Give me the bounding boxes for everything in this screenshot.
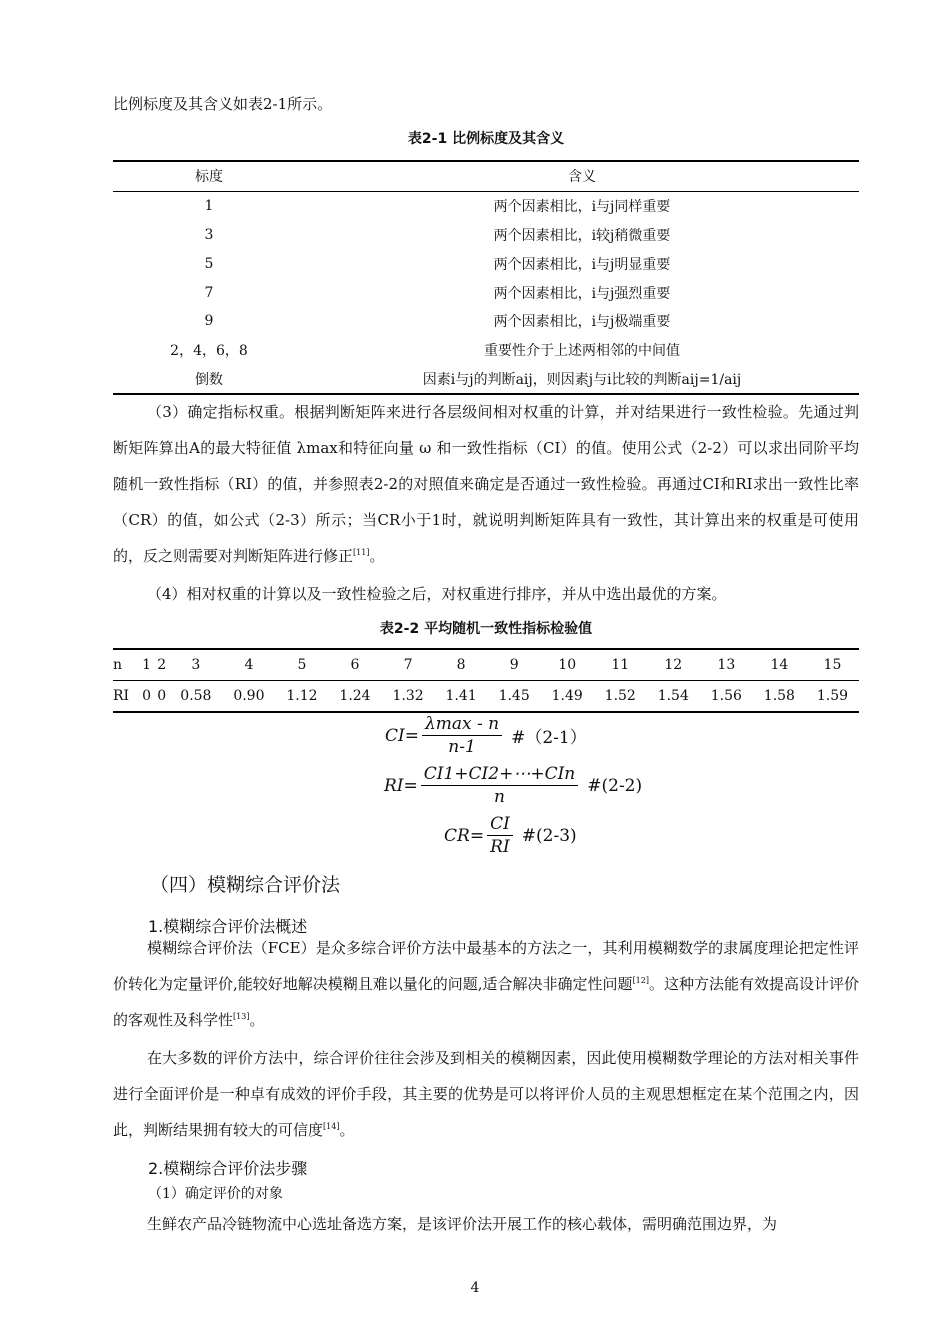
section-title: （四）模糊综合评价法 [150, 874, 341, 896]
formula-cr-numerator: CI [487, 814, 513, 836]
n-cell: 15 [823, 657, 842, 673]
formula-ri: RI = $\frac{\text{CI1+CI2+⋯+CIn}}{n}$ #(2-2) [384, 764, 643, 807]
ri-cell: 1.45 [498, 688, 530, 704]
scale-cell: 1 [204, 198, 214, 215]
step3-text: （3）确定指标权重。根据判断矩阵来进行各层级间相对权重的计算，并对结果进行一致性检验。先通过判断矩阵算出A的最大特征值 λmax和特征向量 ω 和一致性指标（CI）的值。使用公式（2-2）可以求出同阶平均随机一致性指标（RI）的值，并参照表2-2的对照值来确定是否通过一致性检验。再通过CI和RI求出一致性比率（CR）的值，如公式（2-3）所示；当CR小于1时，就说明判断矩阵具有一致性，其计算出来的权重是可使用的，反之则需要对判断矩阵进行修正 [113, 403, 859, 565]
ri-cell: 1.32 [392, 688, 424, 704]
step1-paragraph: 生鲜农产品冷链物流中心选址备选方案，是该评价法开展工作的核心载体，需明确范围边界，为 [147, 1215, 778, 1233]
n-row [113, 649, 859, 681]
n-cell: 4 [244, 657, 254, 673]
ri-cell: 0.90 [233, 688, 265, 704]
formula-ri-numerator: CI1+CI2+⋯+CIn [421, 764, 578, 786]
meaning-cell: 两个因素相比，i较j稍微重要 [493, 227, 671, 244]
ri-cell: 1.54 [657, 688, 689, 704]
n-cell: 7 [403, 657, 413, 673]
ri-table [113, 648, 859, 713]
subsection-1-title: 1.模糊综合评价法概述 [148, 917, 308, 936]
scale-cell: 9 [204, 313, 214, 330]
ri-cell: 1.52 [604, 688, 636, 704]
n-cell: 1 [142, 657, 152, 673]
citation-13: [13] [233, 1012, 250, 1021]
table-row [113, 365, 859, 395]
fce-adv-end: 。 [339, 1121, 355, 1139]
ri-cell: 1.12 [286, 688, 318, 704]
ri-cell: 1.24 [339, 688, 371, 704]
ri-cell: 0.58 [180, 688, 212, 704]
table-row [113, 307, 859, 336]
n-cell: 2 [157, 657, 167, 673]
n-cell: 12 [664, 657, 683, 673]
ri-cell: 0 [157, 688, 167, 704]
ri-cell: 0 [142, 688, 152, 704]
intro-line: 比例标度及其含义如表2-1所示。 [113, 95, 333, 113]
table-header-row [113, 161, 859, 191]
ri-row [113, 681, 859, 713]
fce-text-b: 。这种方法能有效提高设计评价的客观性及科学性 [113, 975, 859, 1029]
scale-table [113, 160, 859, 395]
header-meaning: 含义 [568, 169, 596, 186]
formula-ri-denominator: n [494, 787, 505, 807]
subsection-2-title: 2.模糊综合评价法步骤 [148, 1159, 308, 1178]
formula-cr-fraction [487, 814, 513, 857]
n-cell: 3 [191, 657, 201, 673]
n-cell: 13 [717, 657, 736, 673]
ri-cell: 1.58 [763, 688, 795, 704]
fce-adv-text: 在大多数的评价方法中，综合评价往往会涉及到相关的模糊因素，因此使用模糊数学理论的方法对相关事件进行全面评价是一种卓有成效的评价手段，其主要的优势是可以将评价人员的主观思想框定在某个范围之内，因此，判断结果拥有较大的可信度 [113, 1049, 859, 1139]
scale-cell: 3 [204, 226, 214, 243]
meaning-cell: 两个因素相比，i与j同样重要 [493, 199, 671, 216]
formula-cr-lhs: CR [444, 825, 470, 846]
table-row [113, 191, 859, 220]
n-label: n [113, 657, 123, 673]
formula-cr-denominator: RI [490, 837, 510, 857]
n-cell: 10 [558, 657, 577, 673]
scale-cell: 2，4，6，8 [170, 343, 248, 360]
formula-cr: CR = $\frac{CI}{RI}$ #(2-3) [444, 814, 577, 857]
scale-cell: 5 [204, 255, 214, 272]
table1-caption: 表2-1 比例标度及其含义 [407, 131, 565, 147]
formula-cr-tag: #(2-3) [521, 825, 577, 846]
formula-ci-fraction [422, 714, 502, 757]
citation-11: [11] [353, 548, 370, 557]
formula-ri-fraction [421, 764, 578, 807]
fce-overview-paragraph [113, 930, 859, 1038]
n-cell: 6 [350, 657, 360, 673]
formula-ci-tag: #（2-1） [511, 728, 587, 748]
table-row [113, 249, 859, 278]
step4-paragraph: （4）相对权重的计算以及一致性检验之后，对权重进行排序，并从中选出最优的方案。 [147, 585, 727, 603]
n-cell: 14 [770, 657, 789, 673]
meaning-cell: 两个因素相比，i与j极端重要 [493, 314, 671, 331]
table-row [113, 336, 859, 365]
n-cell: 8 [456, 657, 466, 673]
meaning-cell: 两个因素相比，i与j强烈重要 [493, 285, 671, 302]
ri-cell: 1.49 [551, 688, 583, 704]
table-row [113, 278, 859, 307]
fce-text-a: 模糊综合评价法（FCE）是众多综合评价方法中最基本的方法之一，其利用模糊数学的隶属度理论把定性评价转化为定量评价,能较好地解决模糊且难以量化的问题,适合解决非确定性问题 [113, 939, 859, 993]
step1-heading: （1）确定评价的对象 [148, 1186, 283, 1202]
fce-advantage-paragraph [113, 1040, 859, 1148]
step3-paragraph [113, 394, 859, 574]
meaning-cell: 重要性介于上述两相邻的中间值 [484, 343, 680, 360]
table2-caption: 表2-2 平均随机一致性指标检验值 [379, 621, 593, 637]
formula-ri-lhs: RI [384, 775, 404, 796]
header-scale: 标度 [195, 169, 223, 186]
n-cell: 9 [509, 657, 519, 673]
n-cell: 5 [297, 657, 307, 673]
formula-ci-lhs: CI [385, 725, 405, 746]
table-row [113, 221, 859, 250]
page-number: 4 [470, 1280, 480, 1296]
formula-ri-tag: #(2-2) [587, 775, 643, 796]
ri-cell: 1.59 [816, 688, 849, 704]
formula-ci-numerator: λmax - n [422, 714, 502, 736]
meaning-cell: 因素i与j的判断aij，则因素j与i比较的判断aij=1/aij [422, 371, 742, 388]
formula-ci: CI = $\frac{\lambda\max - n}{n-1}$ #（2-1） [385, 714, 587, 757]
scale-cell: 7 [204, 284, 214, 301]
n-cell: 11 [611, 657, 630, 673]
meaning-cell: 两个因素相比，i与j明显重要 [493, 256, 671, 273]
citation-14: [14] [323, 1122, 340, 1131]
step3-end: 。 [369, 547, 385, 565]
ri-cell: 1.56 [710, 688, 742, 704]
scale-cell: 倒数 [195, 371, 223, 388]
ri-label: RI [113, 688, 130, 704]
fce-text-c: 。 [249, 1011, 265, 1029]
citation-12: [12] [632, 976, 649, 985]
ri-cell: 1.41 [445, 688, 477, 704]
formula-ci-denominator: n-1 [448, 737, 476, 757]
